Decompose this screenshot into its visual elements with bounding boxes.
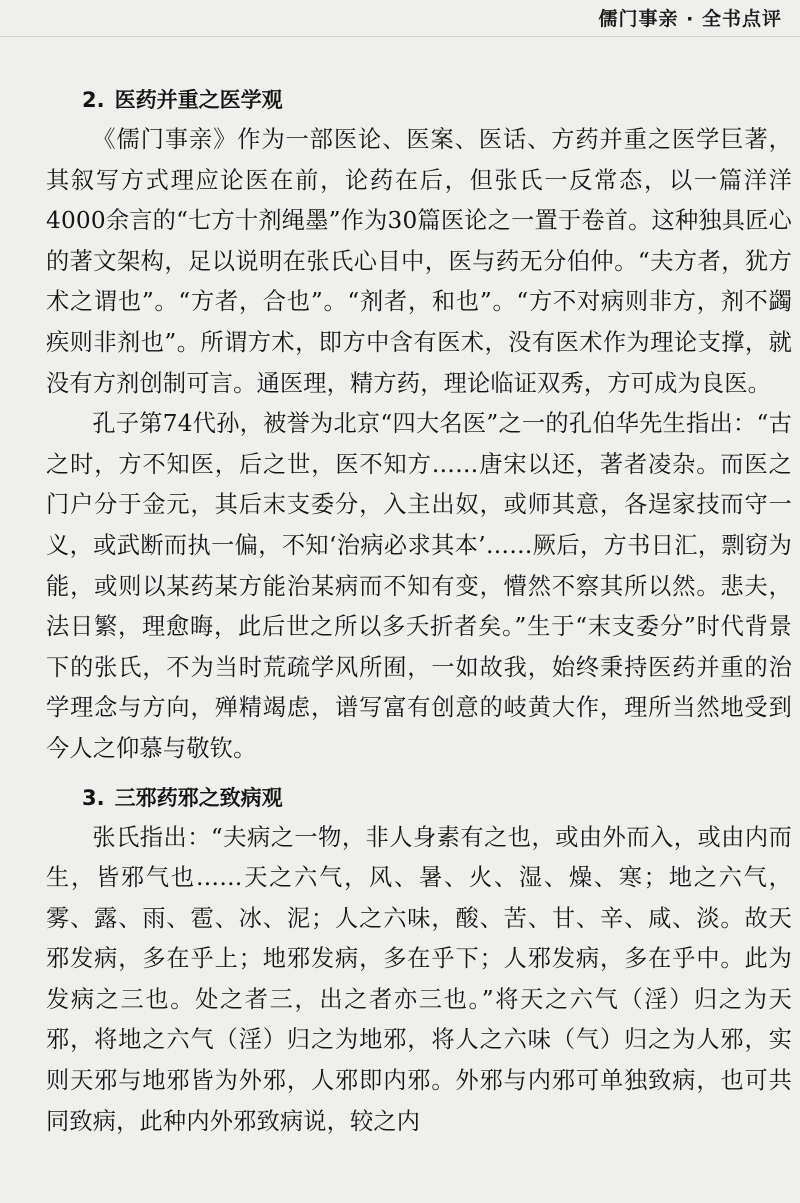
section-heading-3 bbox=[82, 778, 792, 818]
paragraph: 孔子第74代孙，被誉为北京“四大名医”之一的孔伯华先生指出：“古之时，方不知医，后之世，医不知方……唐宋以还，著者凌杂。而医之门户分于金元，其后末支委分，入主出奴，或师其意，各逞家技而守一义，或武断而执一偏，不知‘治病必求其本’……厥后，方书日汇，剽窃为能，或则以某药某方能治某病而不知有变，懵然不察其所以然。悲夫，法日繁，理愈晦，此后世之所以多夭折者矣。”生于“末支委分”时代背景下的张氏，不为当时荒疏学风所囿，一如故我，始终秉持医药并重的治学理念与方向，殚精竭虑，谱写富有创意的岐黄大作，理所当然地受到今人之仰慕与敬钦。 bbox=[46, 410, 792, 762]
running-header: 儒门事亲 · 全书点评 bbox=[598, 8, 782, 30]
page-body bbox=[0, 80, 800, 1142]
spacer bbox=[46, 770, 792, 778]
section-number: 2. bbox=[82, 88, 105, 112]
header-rule bbox=[0, 36, 800, 37]
section-title: 三邪药邪之致病观 bbox=[114, 785, 283, 810]
section-number: 3. bbox=[82, 785, 105, 810]
section-heading-2 bbox=[82, 80, 792, 120]
paragraph: 《儒门事亲》作为一部医论、医案、医话、方药并重之医学巨著，其叙写方式理应论医在前，论药在后，但张氏一反常态，以一篇洋洋4000余言的“七方十剂绳墨”作为30篇医论之一置于卷首。这种独具匠心的著文架构，足以说明在张氏心目中，医与药无分伯仲。“夫方者，犹方术之谓也”。“方者，合也”。“剂者，和也”。“方不对病则非方，剂不蠲疾则非剂也”。所谓方术，即方中含有医术，没有医术作为理论支撑，就没有方剂创制可言。通医理，精方药，理论临证双秀，方可成为良医。 bbox=[46, 126, 792, 397]
paragraph: 张氏指出：“夫病之一物，非人身素有之也，或由外而入，或由内而生，皆邪气也……天之六气，风、暑、火、湿、燥、寒；地之六气，雾、露、雨、雹、冰、泥；人之六味，酸、苦、甘、辛、咸、淡。故天邪发病，多在乎上；地邪发病，多在乎下；人邪发病，多在乎中。此为发病之三也。处之者三，出之者亦三也。”将天之六气（淫）归之为天邪，将地之六气（淫）归之为地邪，将人之六味（气）归之为人邪，实则天邪与地邪皆为外邪，人邪即内邪。外邪与内邪可单独致病，也可共同致病，此种内外邪致病说，较之内 bbox=[46, 823, 792, 1135]
section-title: 医药并重之医学观 bbox=[114, 88, 283, 112]
